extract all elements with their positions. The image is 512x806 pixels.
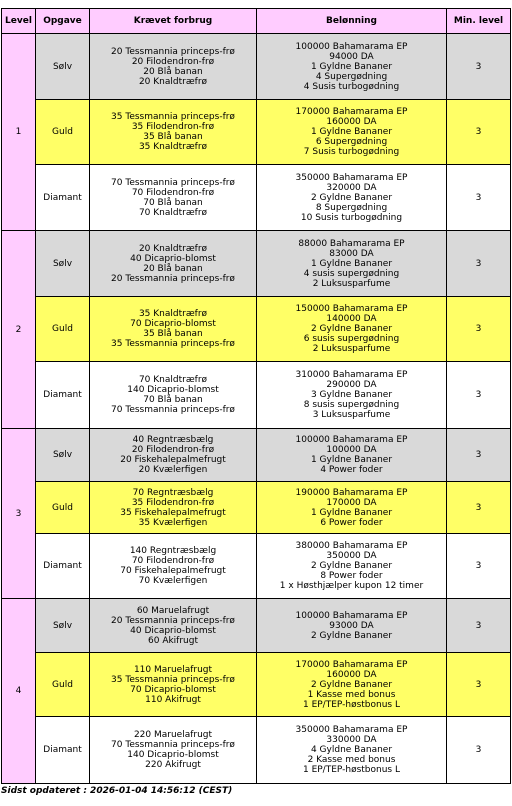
reward-line: 4 Power foder bbox=[320, 465, 383, 475]
reward-line: 83000 DA bbox=[329, 248, 374, 259]
table-row bbox=[2, 653, 510, 716]
table-row bbox=[2, 100, 510, 164]
rewards-cell bbox=[257, 429, 446, 481]
reward-line: 100000 Bahamarama EP bbox=[295, 435, 408, 445]
reward-line: 3 Luksusparfume bbox=[312, 410, 391, 420]
table-row bbox=[2, 362, 510, 428]
requirement-line: 35 Knaldtræfrø bbox=[138, 142, 208, 152]
min-level-cell: 3 bbox=[447, 653, 510, 716]
requirement-line: 20 Tessmannia princeps-frø bbox=[111, 46, 235, 57]
reward-line: 160000 DA bbox=[326, 117, 377, 127]
min-level-cell: 3 bbox=[447, 100, 510, 164]
requirements-cell bbox=[90, 482, 256, 533]
reward-line: 4 susis supergødning bbox=[303, 268, 400, 279]
requirement-line: 110 Maruelafrugt bbox=[133, 664, 213, 675]
min-level-cell: 3 bbox=[447, 297, 510, 361]
requirement-line: 70 Blå banan bbox=[143, 395, 203, 405]
reward-line: 170000 Bahamarama EP bbox=[295, 107, 408, 117]
table-row bbox=[2, 297, 510, 361]
min-level-cell: 3 bbox=[447, 482, 510, 533]
header-row bbox=[2, 9, 510, 33]
rewards-cell bbox=[257, 362, 446, 428]
min-level-cell: 3 bbox=[447, 362, 510, 428]
reward-line: 2 Gyldne Bananer bbox=[310, 679, 393, 690]
reward-line: 1 Gyldne Bananer bbox=[310, 455, 393, 465]
rewards-cell bbox=[257, 165, 446, 230]
reward-line: 100000 DA bbox=[326, 445, 377, 455]
last-updated-footer: Sidst opdateret : 2026-01-04 14:56:12 (CEST) bbox=[1, 786, 233, 796]
tier-name-cell: Diamant bbox=[36, 165, 89, 230]
table-body bbox=[2, 34, 510, 783]
requirement-line: 40 Dicaprio-blomst bbox=[130, 625, 216, 636]
reward-line: 1 Gyldne Bananer bbox=[310, 507, 393, 518]
reward-line: 310000 Bahamarama EP bbox=[295, 370, 408, 380]
min-level-cell: 3 bbox=[447, 34, 510, 99]
rewards-table bbox=[1, 8, 511, 784]
reward-line: 2 Gyldne Bananer bbox=[310, 630, 393, 641]
requirement-line: 40 Dicaprio-blomst bbox=[130, 253, 216, 264]
min-level-cell: 3 bbox=[447, 165, 510, 230]
reward-line: 2 Gyldne Bananer bbox=[310, 561, 393, 571]
requirement-line: 35 Tessmannia princeps-frø bbox=[111, 339, 235, 349]
reward-line: 160000 DA bbox=[326, 669, 377, 680]
requirement-line: 20 Filodendron-frø bbox=[131, 56, 215, 67]
tier-name-cell: Guld bbox=[36, 297, 89, 361]
reward-line: 1 Kasse med bonus bbox=[307, 689, 396, 700]
tier-name-cell: Sølv bbox=[36, 231, 89, 296]
tier-name-cell: Sølv bbox=[36, 599, 89, 652]
tier-name-cell: Guld bbox=[36, 100, 89, 164]
requirement-line: 70 Tessmannia princeps-frø bbox=[111, 405, 235, 415]
requirement-line: 70 Blå banan bbox=[143, 197, 203, 208]
header-kraevet-forbrug: Krævet forbrug bbox=[90, 9, 256, 33]
tier-name-cell: Sølv bbox=[36, 34, 89, 99]
requirement-line: 20 Knaldtræfrø bbox=[138, 76, 208, 87]
requirement-line: 20 Kvælerfigen bbox=[138, 465, 208, 475]
reward-line: 330000 DA bbox=[326, 735, 377, 745]
reward-line: 1 Gyldne Bananer bbox=[310, 127, 393, 137]
reward-line: 290000 DA bbox=[326, 380, 377, 390]
rewards-cell bbox=[257, 534, 446, 598]
requirement-line: 70 Tessmannia princeps-frø bbox=[111, 740, 235, 750]
reward-line: 170000 DA bbox=[326, 497, 377, 508]
requirement-line: 20 Tessmannia princeps-frø bbox=[111, 273, 235, 284]
level-cell: 4 bbox=[2, 599, 35, 783]
min-level-cell: 3 bbox=[447, 534, 510, 598]
rewards-cell bbox=[257, 297, 446, 361]
requirement-line: 20 Fiskehalepalmefrugt bbox=[120, 455, 226, 465]
requirement-line: 70 Dicaprio-blomst bbox=[130, 319, 216, 329]
header-belonning: Belønning bbox=[257, 9, 446, 33]
requirement-line: 140 Dicaprio-blomst bbox=[127, 385, 219, 395]
requirement-line: 20 Filodendron-frø bbox=[131, 445, 215, 455]
requirement-line: 35 Filodendron-frø bbox=[131, 497, 215, 508]
reward-line: 3 Gyldne Bananer bbox=[310, 390, 393, 400]
requirement-line: 20 Tessmannia princeps-frø bbox=[111, 615, 235, 626]
tier-name-cell: Guld bbox=[36, 653, 89, 716]
requirement-line: 35 Kvælerfigen bbox=[138, 517, 208, 528]
requirement-line: 70 Knaldtræfrø bbox=[138, 375, 208, 385]
requirement-line: 70 Knaldtræfrø bbox=[138, 207, 208, 218]
reward-line: 2 Luksusparfume bbox=[312, 278, 391, 289]
requirement-line: 35 Blå banan bbox=[143, 132, 203, 142]
requirements-cell bbox=[90, 362, 256, 428]
tier-name-cell: Diamant bbox=[36, 534, 89, 598]
min-level-cell: 3 bbox=[447, 599, 510, 652]
reward-line: 350000 Bahamarama EP bbox=[295, 725, 408, 735]
requirements-cell bbox=[90, 534, 256, 598]
reward-line: 350000 DA bbox=[326, 551, 377, 561]
reward-line: 10 Susis turbogødning bbox=[300, 212, 403, 223]
requirement-line: 70 Dicaprio-blomst bbox=[130, 684, 216, 695]
requirements-cell bbox=[90, 231, 256, 296]
requirement-line: 35 Filodendron-frø bbox=[131, 122, 215, 132]
reward-line: 380000 Bahamarama EP bbox=[295, 541, 408, 551]
requirements-cell bbox=[90, 297, 256, 361]
reward-line: 100000 Bahamarama EP bbox=[295, 41, 408, 52]
requirement-line: 70 Filodendron-frø bbox=[131, 556, 215, 566]
table-row bbox=[2, 599, 510, 652]
reward-line: 1 x Høsthjælper kupon 12 timer bbox=[279, 581, 424, 591]
level-cell: 3 bbox=[2, 429, 35, 598]
table-row bbox=[2, 34, 510, 99]
requirement-line: 20 Knaldtræfrø bbox=[138, 243, 208, 254]
rewards-cell bbox=[257, 231, 446, 296]
reward-line: 6 Power foder bbox=[320, 517, 383, 528]
requirement-line: 35 Knaldtræfrø bbox=[138, 309, 208, 319]
requirement-line: 140 Dicaprio-blomst bbox=[127, 750, 219, 760]
table-row bbox=[2, 429, 510, 481]
header-min-level: Min. level bbox=[447, 9, 510, 33]
reward-line: 6 Supergødning bbox=[315, 137, 388, 147]
reward-line: 4 Supergødning bbox=[315, 71, 388, 82]
requirement-line: 40 Regntræsbælg bbox=[132, 435, 214, 445]
reward-line: 2 Gyldne Bananer bbox=[310, 324, 393, 334]
tier-name-cell: Diamant bbox=[36, 362, 89, 428]
requirements-cell bbox=[90, 599, 256, 652]
level-cell: 2 bbox=[2, 231, 35, 428]
header-opgave: Opgave bbox=[36, 9, 89, 33]
requirements-cell bbox=[90, 717, 256, 783]
requirement-line: 70 Fiskehalepalmefrugt bbox=[120, 566, 226, 576]
reward-line: 170000 Bahamarama EP bbox=[295, 659, 408, 670]
reward-line: 350000 Bahamarama EP bbox=[295, 172, 408, 183]
reward-line: 150000 Bahamarama EP bbox=[295, 304, 408, 314]
tier-name-cell: Diamant bbox=[36, 717, 89, 783]
reward-line: 190000 Bahamarama EP bbox=[295, 487, 408, 498]
tier-name-cell: Sølv bbox=[36, 429, 89, 481]
level-cell: 1 bbox=[2, 34, 35, 230]
reward-line: 8 Supergødning bbox=[315, 202, 388, 213]
reward-line: 100000 Bahamarama EP bbox=[295, 610, 408, 621]
reward-line: 2 Luksusparfume bbox=[312, 344, 391, 354]
requirement-line: 140 Regntræsbælg bbox=[129, 546, 217, 556]
reward-line: 8 susis supergødning bbox=[303, 400, 400, 410]
reward-line: 2 Kasse med bonus bbox=[307, 755, 396, 765]
reward-line: 93000 DA bbox=[329, 620, 374, 631]
min-level-cell: 3 bbox=[447, 429, 510, 481]
reward-line: 4 Gyldne Bananer bbox=[310, 745, 393, 755]
reward-line: 4 Susis turbogødning bbox=[303, 81, 400, 92]
reward-line: 140000 DA bbox=[326, 314, 377, 324]
requirement-line: 70 Filodendron-frø bbox=[131, 187, 215, 198]
tier-name-cell: Guld bbox=[36, 482, 89, 533]
requirement-line: 60 Akifrugt bbox=[148, 635, 198, 646]
requirements-cell bbox=[90, 165, 256, 230]
requirement-line: 70 Regntræsbælg bbox=[132, 487, 214, 498]
requirement-line: 70 Tessmannia princeps-frø bbox=[111, 177, 235, 188]
requirements-cell bbox=[90, 429, 256, 481]
requirement-line: 20 Blå banan bbox=[143, 263, 203, 274]
rewards-cell bbox=[257, 653, 446, 716]
requirement-line: 70 Kvælerfigen bbox=[138, 576, 208, 586]
reward-line: 1 Gyldne Bananer bbox=[310, 61, 393, 72]
reward-line: 2 Gyldne Bananer bbox=[310, 192, 393, 203]
min-level-cell: 3 bbox=[447, 717, 510, 783]
requirement-line: 35 Tessmannia princeps-frø bbox=[111, 112, 235, 122]
requirement-line: 35 Tessmannia princeps-frø bbox=[111, 674, 235, 685]
reward-line: 1 EP/TEP-høstbonus L bbox=[302, 699, 400, 710]
table-row bbox=[2, 717, 510, 783]
header-level: Level bbox=[2, 9, 35, 33]
table-row bbox=[2, 165, 510, 230]
min-level-cell: 3 bbox=[447, 231, 510, 296]
table-row bbox=[2, 482, 510, 533]
reward-line: 7 Susis turbogødning bbox=[303, 147, 400, 157]
rewards-cell bbox=[257, 482, 446, 533]
reward-line: 8 Power foder bbox=[320, 571, 383, 581]
requirement-line: 220 Akifrugt bbox=[145, 760, 201, 770]
requirements-cell bbox=[90, 653, 256, 716]
table-row bbox=[2, 231, 510, 296]
rewards-cell bbox=[257, 599, 446, 652]
reward-line: 88000 Bahamarama EP bbox=[298, 238, 405, 249]
table-row bbox=[2, 534, 510, 598]
rewards-cell bbox=[257, 100, 446, 164]
requirement-line: 60 Maruelafrugt bbox=[136, 605, 210, 616]
reward-line: 94000 DA bbox=[329, 51, 374, 62]
reward-line: 1 Gyldne Bananer bbox=[310, 258, 393, 269]
requirement-line: 20 Blå banan bbox=[143, 66, 203, 77]
reward-line: 1 EP/TEP-høstbonus L bbox=[302, 765, 400, 775]
reward-line: 320000 DA bbox=[326, 182, 377, 193]
requirements-cell bbox=[90, 34, 256, 99]
requirements-cell bbox=[90, 100, 256, 164]
rewards-cell bbox=[257, 717, 446, 783]
requirement-line: 220 Maruelafrugt bbox=[133, 730, 213, 740]
reward-line: 6 susis supergødning bbox=[303, 334, 400, 344]
rewards-cell bbox=[257, 34, 446, 99]
requirement-line: 35 Blå banan bbox=[143, 329, 203, 339]
requirement-line: 110 Akifrugt bbox=[145, 694, 201, 705]
requirement-line: 35 Fiskehalepalmefrugt bbox=[120, 507, 226, 518]
